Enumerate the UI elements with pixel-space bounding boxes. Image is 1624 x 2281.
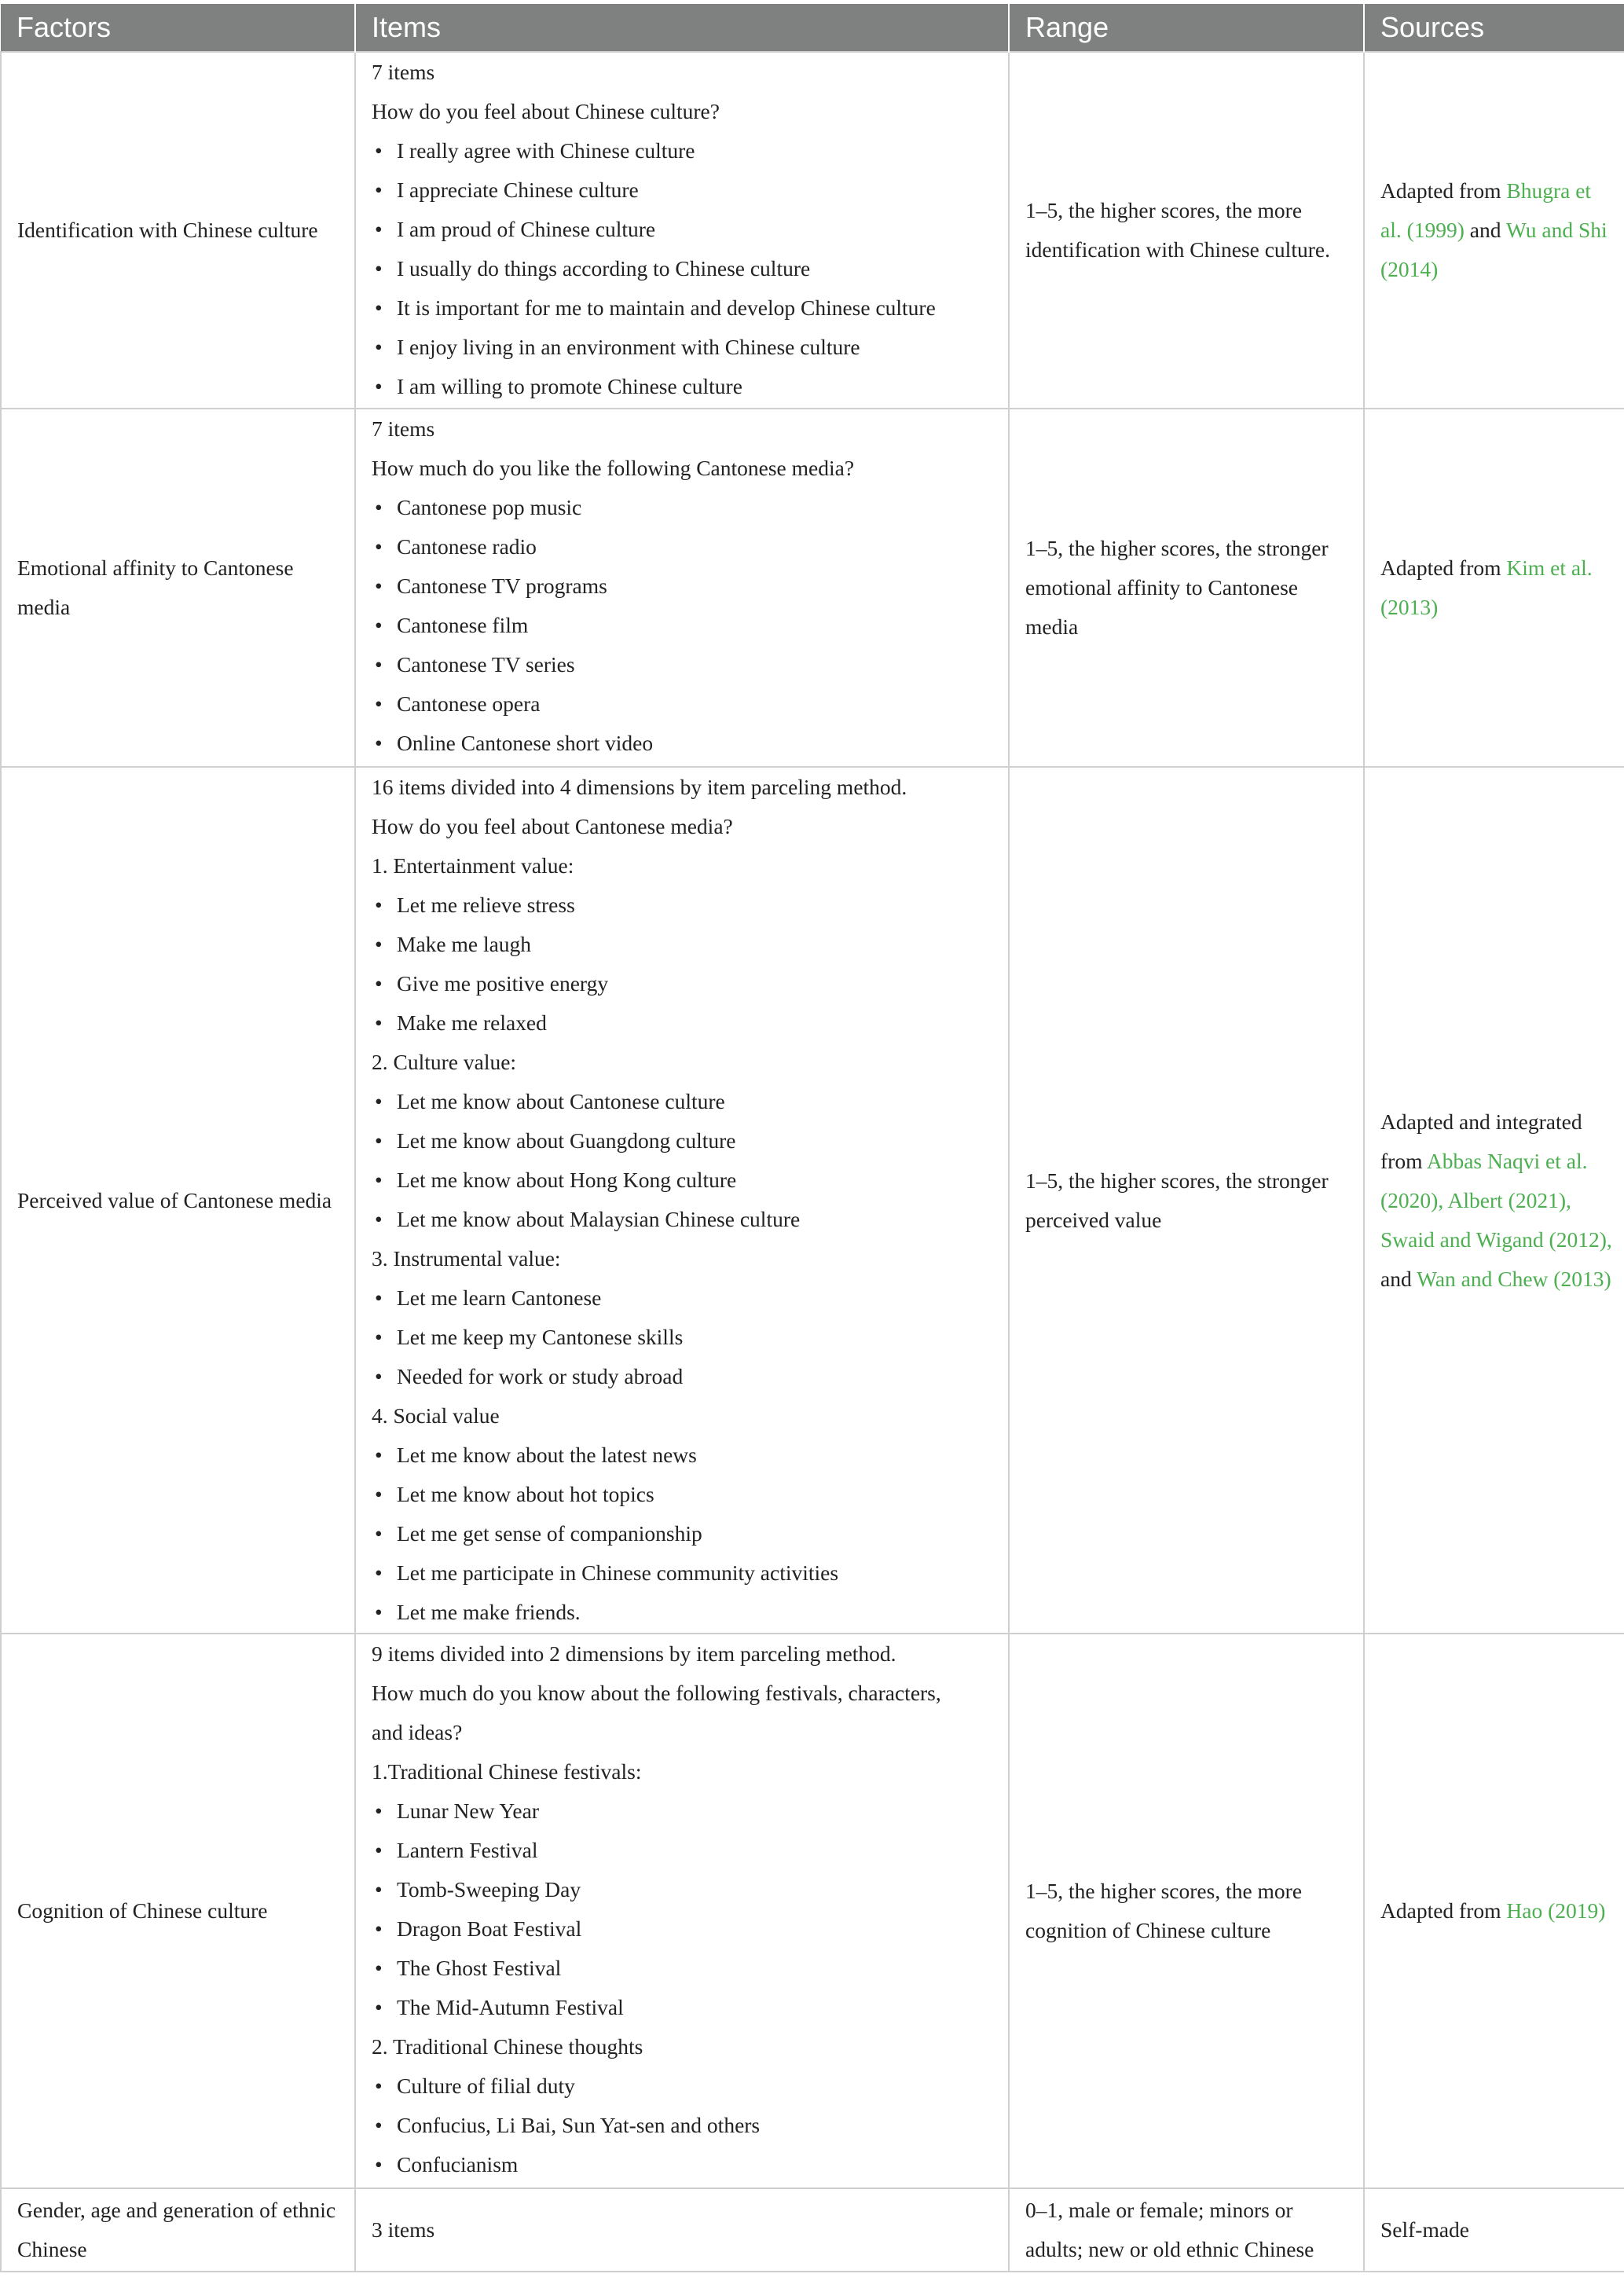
items-cell (355, 52, 1009, 409)
measures-table (0, 4, 1624, 2272)
factor-cell: Perceived value of Cantonese media (1, 767, 355, 1634)
item-question: How much do you know about the following festivals, characters, (372, 1681, 941, 1705)
list-item: • Cantonese opera (372, 684, 999, 724)
source-conjunction: and (1380, 1266, 1417, 1291)
list-item: • Let me relieve stress (372, 886, 999, 925)
range-cell (1009, 2188, 1364, 2272)
dimension-title: 2. Culture value: (372, 1050, 517, 1074)
range-line: adults; new or old ethnic Chinese (1025, 2237, 1314, 2261)
range-line: identification with Chinese culture. (1025, 237, 1330, 262)
list-item: • Let me make friends. (372, 1593, 999, 1632)
table-row (1, 1634, 1624, 2188)
range-cell (1009, 52, 1364, 409)
source-cell: Self-made (1364, 2188, 1624, 2272)
factor-cell: Cognition of Chinese culture (1, 1634, 355, 2188)
range-line: cognition of Chinese culture (1025, 1918, 1271, 1942)
item-question: How much do you like the following Cantonese media? (372, 456, 855, 480)
range-line: media (1025, 614, 1079, 639)
source-prefix: Adapted from (1380, 1898, 1507, 1923)
range-line: emotional affinity to Cantonese (1025, 575, 1298, 600)
item-list (372, 1436, 999, 1632)
item-count: 7 items (372, 60, 435, 84)
item-list (372, 886, 999, 1043)
list-item: • Online Cantonese short video (372, 724, 999, 763)
list-item: • Let me know about Malaysian Chinese culture (372, 1200, 999, 1239)
list-item: • Give me positive energy (372, 964, 999, 1003)
list-item: • Make me laugh (372, 925, 999, 964)
list-item: • Lantern Festival (372, 1831, 999, 1870)
dimension-title: 3. Instrumental value: (372, 1246, 561, 1271)
source-prefix: Adapted and integrated from (1380, 1109, 1582, 1173)
header-sources: Sources (1364, 4, 1624, 52)
source-cell (1364, 409, 1624, 767)
item-count: 16 items divided into 4 dimensions by item parceling method. (372, 775, 907, 799)
dimension-title: 1.Traditional Chinese festivals: (372, 1759, 642, 1784)
header-range: Range (1009, 4, 1364, 52)
list-item: • Let me learn Cantonese (372, 1278, 999, 1318)
item-question: How do you feel about Cantonese media? (372, 814, 733, 838)
item-list (372, 131, 999, 406)
list-item: • Lunar New Year (372, 1791, 999, 1831)
list-item: • The Mid-Autumn Festival (372, 1988, 999, 2027)
source-prefix: Adapted from (1380, 178, 1507, 203)
table-row (1, 2188, 1624, 2272)
range-line: 1–5, the higher scores, the more (1025, 1879, 1303, 1903)
range-cell (1009, 767, 1364, 1634)
list-item: • It is important for me to maintain and develop Chinese culture (372, 288, 999, 328)
source-cell (1364, 1634, 1624, 2188)
citation-link[interactable]: Hao (2019) (1506, 1898, 1606, 1923)
list-item: • Confucianism (372, 2145, 999, 2184)
dimension-title: 1. Entertainment value: (372, 853, 574, 878)
list-item: • Dragon Boat Festival (372, 1909, 999, 1949)
items-cell (355, 1634, 1009, 2188)
list-item: • Cantonese TV series (372, 645, 999, 684)
item-count: 7 items (372, 416, 435, 441)
list-item: • Cantonese film (372, 606, 999, 645)
range-line: perceived value (1025, 1207, 1162, 1232)
list-item: • Cantonese pop music (372, 488, 999, 527)
citation-link[interactable]: Kim et al. (2013) (1380, 556, 1593, 619)
list-item: • Make me relaxed (372, 1003, 999, 1043)
list-item: • Tomb-Sweeping Day (372, 1870, 999, 1909)
items-cell (355, 2188, 1009, 2272)
list-item: • I appreciate Chinese culture (372, 171, 999, 210)
list-item: • I really agree with Chinese culture (372, 131, 999, 171)
list-item: • Let me know about Hong Kong culture (372, 1161, 999, 1200)
list-item: • Let me participate in Chinese community activities (372, 1553, 999, 1593)
range-line: 1–5, the higher scores, the stronger (1025, 1168, 1329, 1193)
range-cell (1009, 409, 1364, 767)
source-prefix: Adapted from (1380, 556, 1507, 580)
list-item: • I enjoy living in an environment with Chinese culture (372, 328, 999, 367)
items-cell (355, 409, 1009, 767)
list-item: • I usually do things according to Chinese culture (372, 249, 999, 288)
table-row (1, 52, 1624, 409)
item-list (372, 488, 999, 763)
list-item: • Cantonese TV programs (372, 567, 999, 606)
source-cell (1364, 767, 1624, 1634)
list-item: • I am proud of Chinese culture (372, 210, 999, 249)
list-item: • Culture of filial duty (372, 2066, 999, 2106)
source-cell (1364, 52, 1624, 409)
citation-link[interactable]: Bhugra et al. (1999) (1380, 178, 1592, 242)
item-question: How do you feel about Chinese culture? (372, 99, 720, 123)
factor-cell: Gender, age and generation of ethnic Chinese (1, 2188, 355, 2272)
citation-link[interactable]: Abbas Naqvi et al. (2020), Albert (2021), Swaid and Wigand (2012), (1380, 1148, 1612, 1252)
list-item: • Confucius, Li Bai, Sun Yat-sen and others (372, 2106, 999, 2145)
list-item: • I am willing to promote Chinese culture (372, 367, 999, 406)
item-count: 9 items divided into 2 dimensions by item parceling method. (372, 1641, 896, 1666)
header-items: Items (355, 4, 1009, 52)
factor-cell: Emotional affinity to Cantonese media (1, 409, 355, 767)
list-item: • Let me know about hot topics (372, 1475, 999, 1514)
table-row (1, 767, 1624, 1634)
item-list (372, 1791, 999, 2027)
item-list (372, 2066, 999, 2184)
range-cell (1009, 1634, 1364, 2188)
list-item: • Let me know about Guangdong culture (372, 1121, 999, 1161)
item-count: 3 items (372, 2217, 435, 2242)
header-factors: Factors (1, 4, 355, 52)
list-item: • Let me keep my Cantonese skills (372, 1318, 999, 1357)
list-item: • Let me know about Cantonese culture (372, 1082, 999, 1121)
list-item: • Cantonese radio (372, 527, 999, 567)
table-row (1, 409, 1624, 767)
list-item: • The Ghost Festival (372, 1949, 999, 1988)
citation-link[interactable]: Wu and Shi (2014) (1380, 218, 1608, 281)
item-list (372, 1082, 999, 1239)
range-line: 1–5, the higher scores, the more (1025, 198, 1303, 222)
dimension-title: 4. Social value (372, 1403, 500, 1428)
factor-cell: Identification with Chinese culture (1, 52, 355, 409)
items-cell (355, 767, 1009, 1634)
citation-link[interactable]: Wan and Chew (2013) (1417, 1266, 1611, 1291)
item-question: and ideas? (372, 1720, 463, 1744)
dimension-title: 2. Traditional Chinese thoughts (372, 2034, 643, 2059)
range-line: 1–5, the higher scores, the stronger (1025, 536, 1329, 560)
header-row (1, 4, 1624, 52)
list-item: • Let me get sense of companionship (372, 1514, 999, 1553)
range-line: 0–1, male or female; minors or (1025, 2198, 1293, 2222)
list-item: • Let me know about the latest news (372, 1436, 999, 1475)
source-conjunction: and (1464, 218, 1506, 242)
list-item: • Needed for work or study abroad (372, 1357, 999, 1396)
item-list (372, 1278, 999, 1396)
